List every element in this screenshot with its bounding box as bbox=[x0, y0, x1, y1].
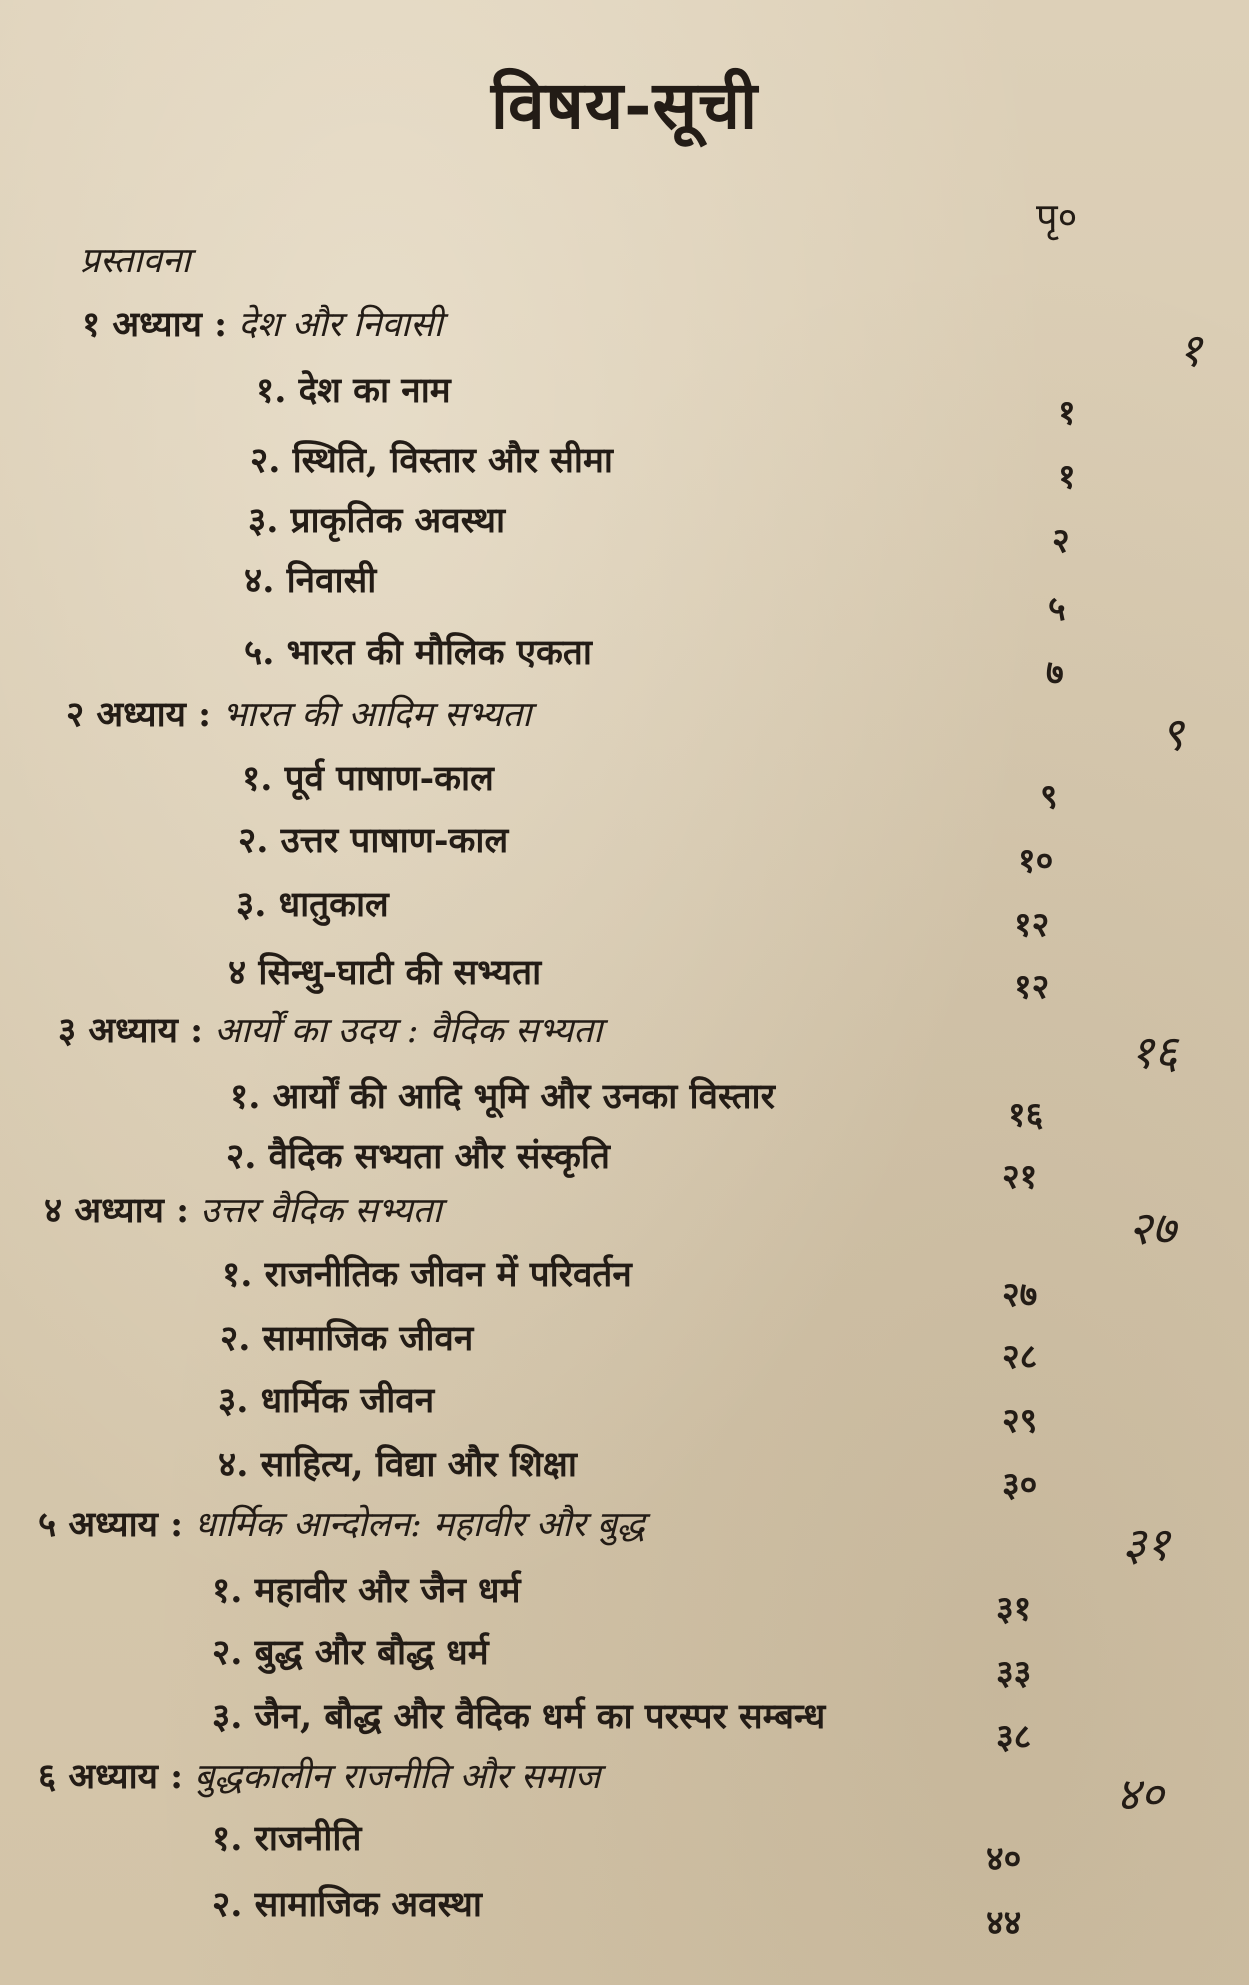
section-page: २९ bbox=[1002, 1401, 1038, 1441]
section-entry: १. राजनीति bbox=[212, 1818, 362, 1859]
section-entry: ३. धार्मिक जीवन bbox=[218, 1380, 435, 1421]
section-entry: ५. भारत की मौलिक एकता bbox=[244, 632, 592, 673]
section-entry: ४ सिन्धु-घाटी की सभ्यता bbox=[228, 952, 542, 993]
section-entry: १. राजनीतिक जीवन में परिवर्तन bbox=[222, 1254, 632, 1295]
chapter-title: आर्यों का उदय : वैदिक सभ्यता bbox=[214, 1011, 603, 1051]
section-page: ३१ bbox=[996, 1589, 1032, 1629]
section-page: २७ bbox=[1002, 1275, 1038, 1315]
section-page: ३८ bbox=[996, 1717, 1032, 1757]
section-entry: ४. साहित्य, विद्या और शिक्षा bbox=[218, 1444, 577, 1485]
section-entry: ४. निवासी bbox=[244, 560, 377, 601]
section-page: ३० bbox=[1002, 1465, 1038, 1505]
intro-entry: प्रस्तावना bbox=[80, 241, 191, 281]
chapter-number: ३ अध्याय : bbox=[58, 1010, 204, 1051]
chapter-page: १६ bbox=[1130, 1025, 1178, 1079]
section-page: ४० bbox=[986, 1839, 1022, 1879]
chapter-number: ४ अध्याय : bbox=[44, 1190, 190, 1231]
section-entry: २. सामाजिक अवस्था bbox=[212, 1884, 482, 1925]
chapter-page: ३१ bbox=[1122, 1517, 1170, 1571]
section-page: १ bbox=[1058, 457, 1076, 497]
chapter-number: ५ अध्याय : bbox=[38, 1504, 184, 1545]
section-entry: १. महावीर और जैन धर्म bbox=[212, 1570, 521, 1611]
section-page: १२ bbox=[1014, 905, 1050, 945]
chapter-title: धार्मिक आन्दोलन: महावीर और बुद्ध bbox=[194, 1505, 645, 1545]
section-entry: २. बुद्ध और बौद्ध धर्म bbox=[212, 1632, 489, 1673]
section-page: २ bbox=[1052, 521, 1070, 561]
page-column-header: पृ० bbox=[1036, 195, 1078, 239]
chapter-page: १ bbox=[1178, 323, 1202, 377]
section-entry: ३. धातुकाल bbox=[236, 884, 389, 925]
section-page: २८ bbox=[1002, 1337, 1038, 1377]
chapter-page: ९ bbox=[1160, 707, 1184, 761]
section-page: १ bbox=[1058, 393, 1076, 433]
section-page: ३३ bbox=[996, 1653, 1032, 1693]
section-entry: १. देश का नाम bbox=[256, 370, 451, 411]
chapter-page: ४० bbox=[1116, 1767, 1164, 1821]
chapter-title: बुद्धकालीन राजनीति और समाज bbox=[194, 1757, 601, 1797]
chapter-heading bbox=[38, 1752, 600, 1799]
section-page: ७ bbox=[1046, 653, 1064, 693]
section-entry: १. पूर्व पाषाण-काल bbox=[242, 758, 494, 799]
section-entry: ३. जैन, बौद्ध और वैदिक धर्म का परस्पर सम्बन्ध bbox=[212, 1696, 826, 1737]
section-page: ४४ bbox=[986, 1903, 1022, 1943]
section-entry: २. उत्तर पाषाण-काल bbox=[238, 820, 509, 861]
section-page: ९ bbox=[1040, 777, 1058, 817]
chapter-number: २ अध्याय : bbox=[66, 694, 212, 735]
section-page: १२ bbox=[1014, 967, 1050, 1007]
chapter-number: ६ अध्याय : bbox=[38, 1756, 184, 1797]
chapter-heading bbox=[38, 1500, 645, 1547]
section-page: १० bbox=[1018, 841, 1054, 881]
section-page: २१ bbox=[1002, 1157, 1038, 1197]
section-entry: २. सामाजिक जीवन bbox=[220, 1318, 474, 1359]
chapter-heading bbox=[44, 1186, 442, 1233]
section-entry: ३. प्राकृतिक अवस्था bbox=[248, 500, 506, 541]
page-title: विषय-सूची bbox=[490, 66, 759, 144]
chapter-title: देश और निवासी bbox=[238, 305, 443, 345]
section-entry: १. आर्यों की आदि भूमि और उनका विस्तार bbox=[230, 1076, 775, 1117]
chapter-title: उत्तर वैदिक सभ्यता bbox=[200, 1191, 442, 1231]
section-entry: २. वैदिक सभ्यता और संस्कृति bbox=[226, 1136, 610, 1177]
section-entry: २. स्थिति, विस्तार और सीमा bbox=[250, 440, 613, 481]
section-page: ५ bbox=[1048, 589, 1066, 629]
chapter-heading bbox=[82, 300, 443, 347]
section-page: १६ bbox=[1008, 1095, 1044, 1135]
chapter-title: भारत की आदिम सभ्यता bbox=[222, 695, 532, 735]
chapter-page: २७ bbox=[1128, 1201, 1176, 1255]
chapter-heading bbox=[58, 1006, 602, 1053]
chapter-number: १ अध्याय : bbox=[82, 304, 228, 345]
chapter-heading bbox=[66, 690, 531, 737]
